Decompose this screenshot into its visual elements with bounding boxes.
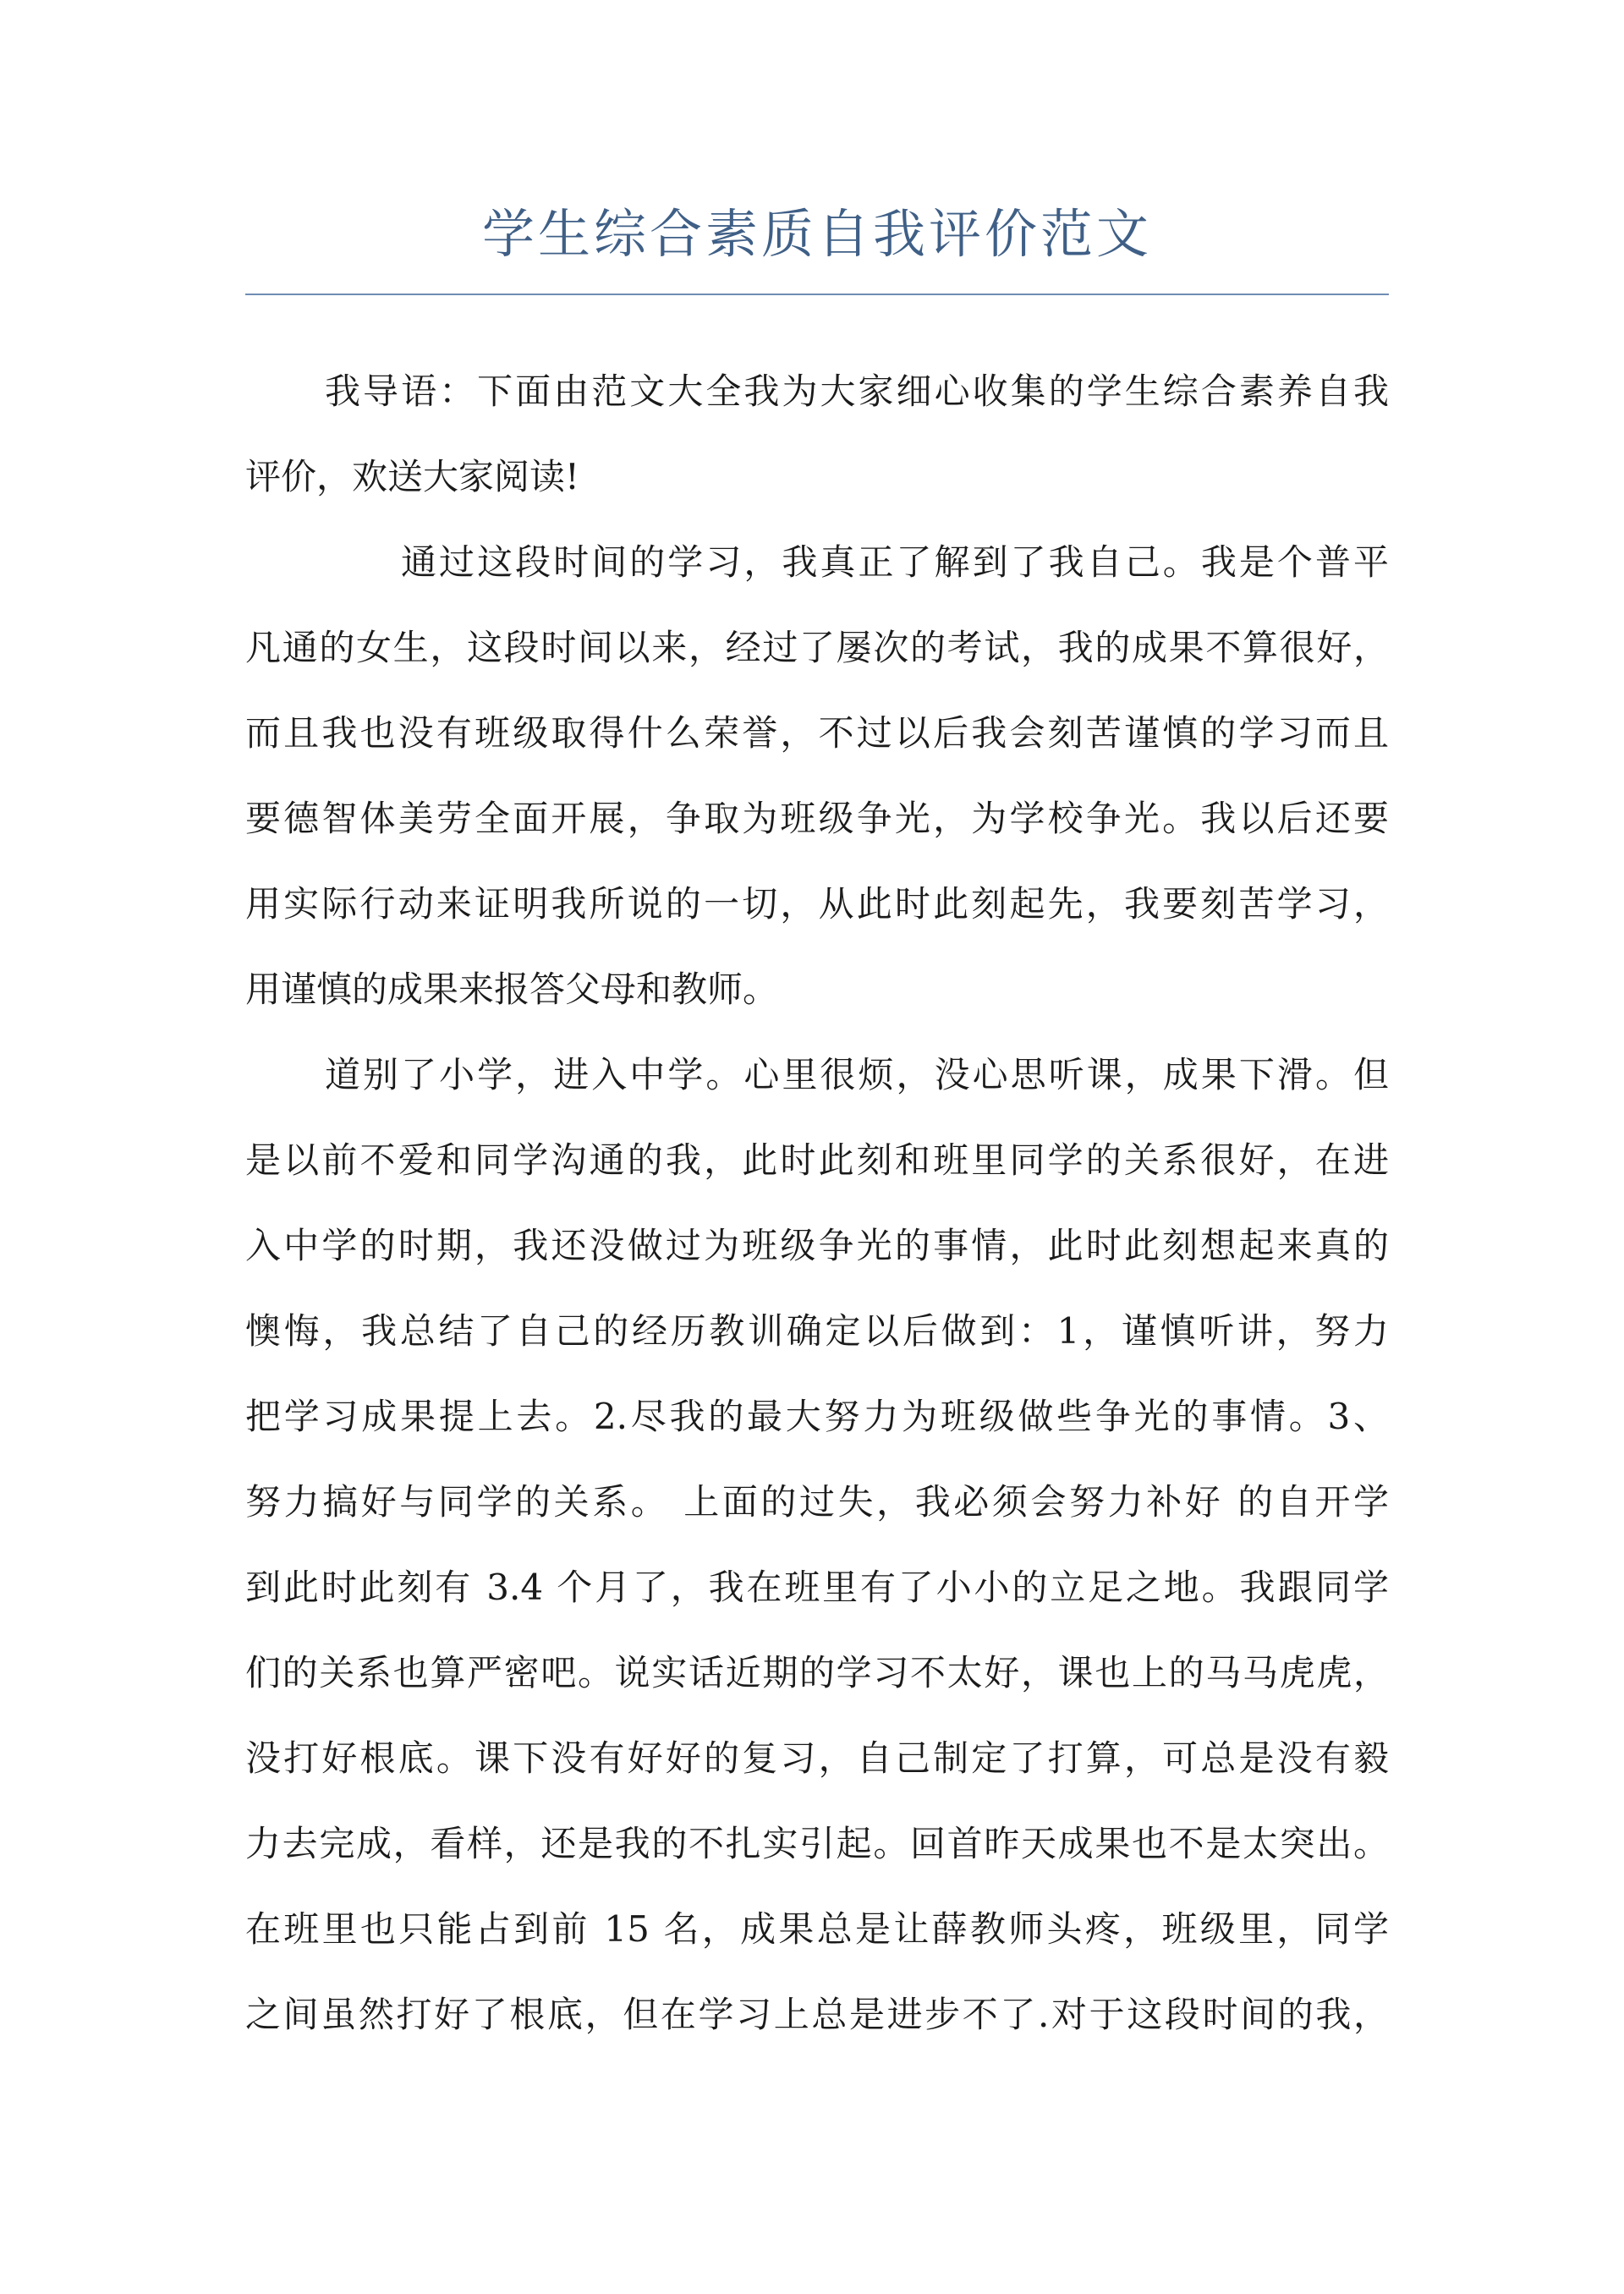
- body-line: 没打好根底。课下没有好好的复习，自己制定了打算，可总是没有毅: [245, 1737, 1389, 1779]
- body-line: 要德智体美劳全面开展，争取为班级争光，为学校争光。我以后还要: [245, 798, 1389, 839]
- body-line: 力去完成，看样，还是我的不扎实引起。回首昨天成果也不是太突出。: [245, 1823, 1389, 1864]
- body-line: 在班里也只能占到前 15 名，成果总是让薛教师头疼，班级里，同学: [245, 1908, 1389, 1950]
- body-line: 懊悔，我总结了自己的经历教训确定以后做到：1，谨慎听讲，努力: [245, 1310, 1389, 1352]
- body-line: 把学习成果提上去。2.尽我的最大努力为班级做些争光的事情。3、: [245, 1396, 1389, 1437]
- body-line: 用实际行动来证明我所说的一切，从此时此刻起先，我要刻苦学习，: [245, 883, 1389, 925]
- document-title: 学生综合素质自我评价范文: [481, 203, 1152, 265]
- body-line: 道别了小学，进入中学。心里很烦，没心思听课，成果下滑。但: [325, 1054, 1389, 1095]
- body-line: 努力搞好与同学的关系。 上面的过失，我必须会努力补好 的自开学: [245, 1481, 1389, 1523]
- body-line: 凡通的女生，这段时间以来，经过了屡次的考试，我的成果不算很好，: [245, 627, 1389, 668]
- body-line: 用谨慎的成果来报答父母和教师。: [245, 969, 779, 1010]
- body-line: 们的关系也算严密吧。说实话近期的学习不太好，课也上的马马虎虎，: [245, 1652, 1389, 1693]
- body-line: 评价，欢送大家阅读!: [245, 456, 579, 497]
- body-line: 到此时此刻有 3.4 个月了，我在班里有了小小的立足之地。我跟同学: [245, 1567, 1389, 1608]
- body-line: 之间虽然打好了根底，但在学习上总是进步不了.对于这段时间的我，: [245, 1994, 1389, 2035]
- body-line: 我导语：下面由范文大全我为大家细心收集的学生综合素养自我: [325, 370, 1389, 412]
- document-body: [245, 348, 1389, 2057]
- title-underline: [245, 294, 1389, 295]
- body-line: 是以前不爱和同学沟通的我，此时此刻和班里同学的关系很好，在进: [245, 1139, 1389, 1181]
- body-line: 而且我也没有班级取得什么荣誉，不过以后我会刻苦谨慎的学习而且: [245, 712, 1389, 754]
- body-line: 入中学的时期，我还没做过为班级争光的事情，此时此刻想起来真的: [245, 1225, 1389, 1266]
- body-line: 通过这段时间的学习，我真正了解到了我自己。我是个普平: [401, 541, 1389, 583]
